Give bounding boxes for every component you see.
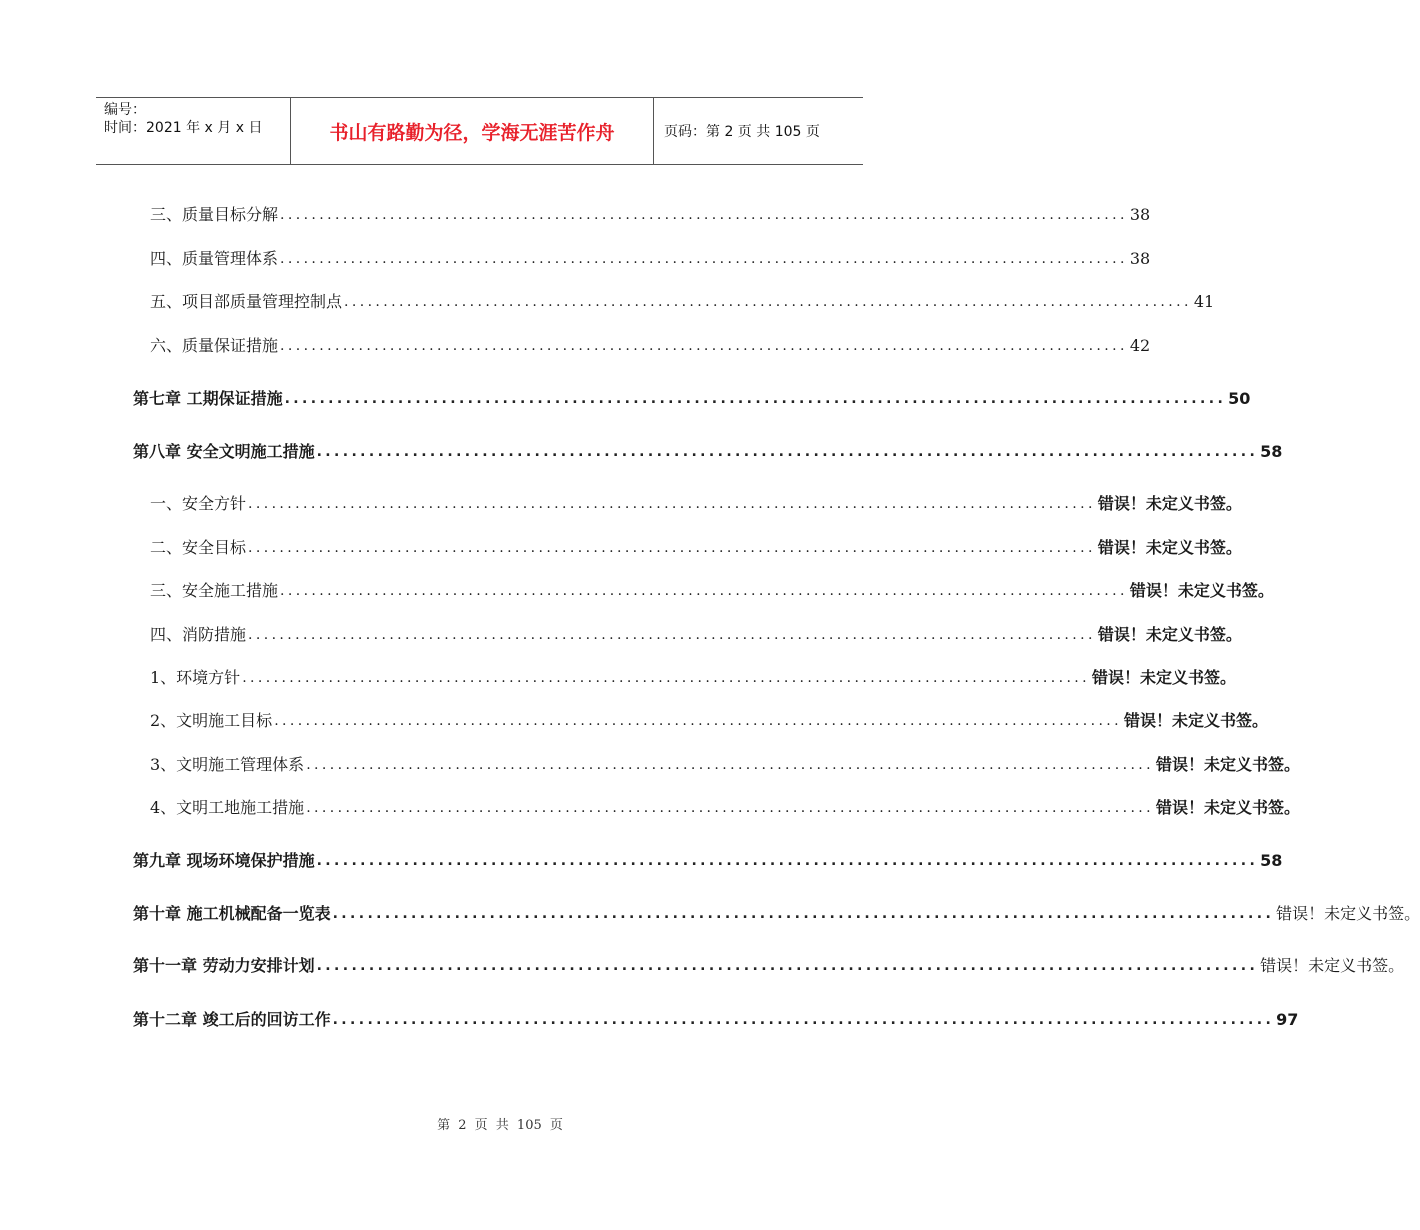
toc-entry-page: 41 [1193, 292, 1215, 311]
toc-chapter-entry[interactable] [133, 900, 1420, 924]
toc-entry-page: 错误！未定义书签。 [1097, 625, 1242, 644]
toc-entry-title: 4、文明工地施工措施 [150, 798, 305, 817]
toc-leader-dots: ............................................................................................................ [284, 391, 1227, 407]
toc-entry-page: 错误！未定义书签。 [1092, 668, 1237, 687]
toc-entry-title: 第十一章 劳动力安排计划 [133, 956, 315, 975]
toc-entry-title: 一、安全方针 [150, 494, 247, 513]
toc-entry-page: 38 [1129, 205, 1151, 224]
toc-entry-page: 42 [1129, 336, 1151, 355]
toc-entry-page: 错误！未定义书签。 [1156, 755, 1301, 774]
toc-leader-dots: ............................................................................................................ [306, 800, 1155, 816]
toc-entry-page: 58 [1260, 442, 1283, 461]
toc-entry[interactable] [150, 201, 1151, 225]
toc-chapter-entry[interactable] [133, 385, 1251, 409]
toc-leader-dots: ............................................................................................................ [280, 207, 1128, 223]
toc-entry-title: 2、文明施工目标 [150, 711, 273, 730]
toc-entry-title: 五、项目部质量管理控制点 [150, 292, 343, 311]
toc-entry-page: 错误！未定义书签。 [1260, 956, 1405, 975]
toc-entry-page: 错误！未定义书签。 [1097, 538, 1242, 557]
toc-leader-dots: ............................................................................................................ [344, 294, 1192, 310]
toc-entry[interactable] [150, 288, 1215, 312]
toc-chapter-entry[interactable] [133, 438, 1283, 462]
toc-entry-page: 错误！未定义书签。 [1129, 581, 1274, 600]
toc-leader-dots: ............................................................................................................ [242, 670, 1091, 686]
toc-entry-page: 58 [1260, 851, 1283, 870]
toc-entry[interactable] [150, 751, 1301, 775]
toc-chapter-entry[interactable] [133, 1006, 1299, 1030]
toc-entry-title: 第七章 工期保证措施 [133, 389, 283, 408]
toc-chapter-entry[interactable] [133, 952, 1405, 976]
toc-leader-dots: ............................................................................................................ [248, 496, 1096, 512]
toc-entry-title: 四、质量管理体系 [150, 249, 279, 268]
toc-entry-title: 三、安全施工措施 [150, 581, 279, 600]
toc-entry[interactable] [150, 332, 1151, 356]
toc-entry[interactable] [150, 245, 1151, 269]
toc-entry-page: 错误！未定义书签。 [1156, 798, 1301, 817]
toc-entry-title: 六、质量保证措施 [150, 336, 279, 355]
toc-leader-dots: ............................................................................................................ [248, 540, 1096, 556]
header-page-info: 页码：第 2 页 共 105 页 [664, 124, 820, 140]
toc-entry-page: 38 [1129, 249, 1151, 268]
document-header [96, 97, 863, 165]
toc-entry[interactable] [150, 794, 1301, 818]
header-meta [96, 98, 291, 164]
header-motto: 书山有路勤为径，学海无涯苦作舟 [291, 98, 654, 164]
toc-leader-dots: ............................................................................................................ [280, 583, 1128, 599]
toc-entry[interactable] [150, 707, 1269, 731]
toc-leader-dots: ............................................................................................................ [316, 853, 1259, 869]
toc-entry[interactable] [150, 621, 1242, 645]
toc-leader-dots: ............................................................................................................ [306, 757, 1155, 773]
toc-leader-dots: ............................................................................................................ [274, 713, 1123, 729]
toc-entry-title: 第九章 现场环境保护措施 [133, 851, 315, 870]
toc-entry-page: 50 [1228, 389, 1251, 408]
toc-leader-dots: ............................................................................................................ [316, 444, 1259, 460]
toc-entry[interactable] [150, 534, 1242, 558]
toc-entry-page: 错误！未定义书签。 [1276, 904, 1420, 923]
toc-entry-page: 错误！未定义书签。 [1124, 711, 1269, 730]
toc-leader-dots: ............................................................................................................ [280, 338, 1128, 354]
toc-entry-title: 二、安全目标 [150, 538, 247, 557]
toc-leader-dots: ............................................................................................................ [280, 251, 1128, 267]
toc-entry[interactable] [150, 577, 1274, 601]
toc-entry[interactable] [150, 664, 1237, 688]
toc-entry-page: 97 [1276, 1010, 1299, 1029]
toc-entry-title: 1、环境方针 [150, 668, 241, 687]
toc-entry-title: 第十章 施工机械配备一览表 [133, 904, 331, 923]
toc-entry-title: 四、消防措施 [150, 625, 247, 644]
toc-leader-dots: ............................................................................................................ [332, 906, 1275, 922]
page-footer: 第 2 页 共 105 页 [437, 1118, 563, 1133]
toc-leader-dots: ............................................................................................................ [248, 627, 1096, 643]
toc-entry-title: 3、文明施工管理体系 [150, 755, 305, 774]
toc-entry-title: 三、质量目标分解 [150, 205, 279, 224]
toc-leader-dots: ............................................................................................................ [316, 958, 1259, 974]
toc-leader-dots: ............................................................................................................ [332, 1012, 1275, 1028]
toc-entry[interactable] [150, 490, 1242, 514]
toc-entry-page: 错误！未定义书签。 [1097, 494, 1242, 513]
toc-chapter-entry[interactable] [133, 847, 1283, 871]
number-label: 编号： [104, 102, 146, 118]
toc-entry-title: 第八章 安全文明施工措施 [133, 442, 315, 461]
time-label: 时间：2021 年 x 月 x 日 [104, 120, 263, 136]
toc-entry-title: 第十二章 竣工后的回访工作 [133, 1010, 331, 1029]
